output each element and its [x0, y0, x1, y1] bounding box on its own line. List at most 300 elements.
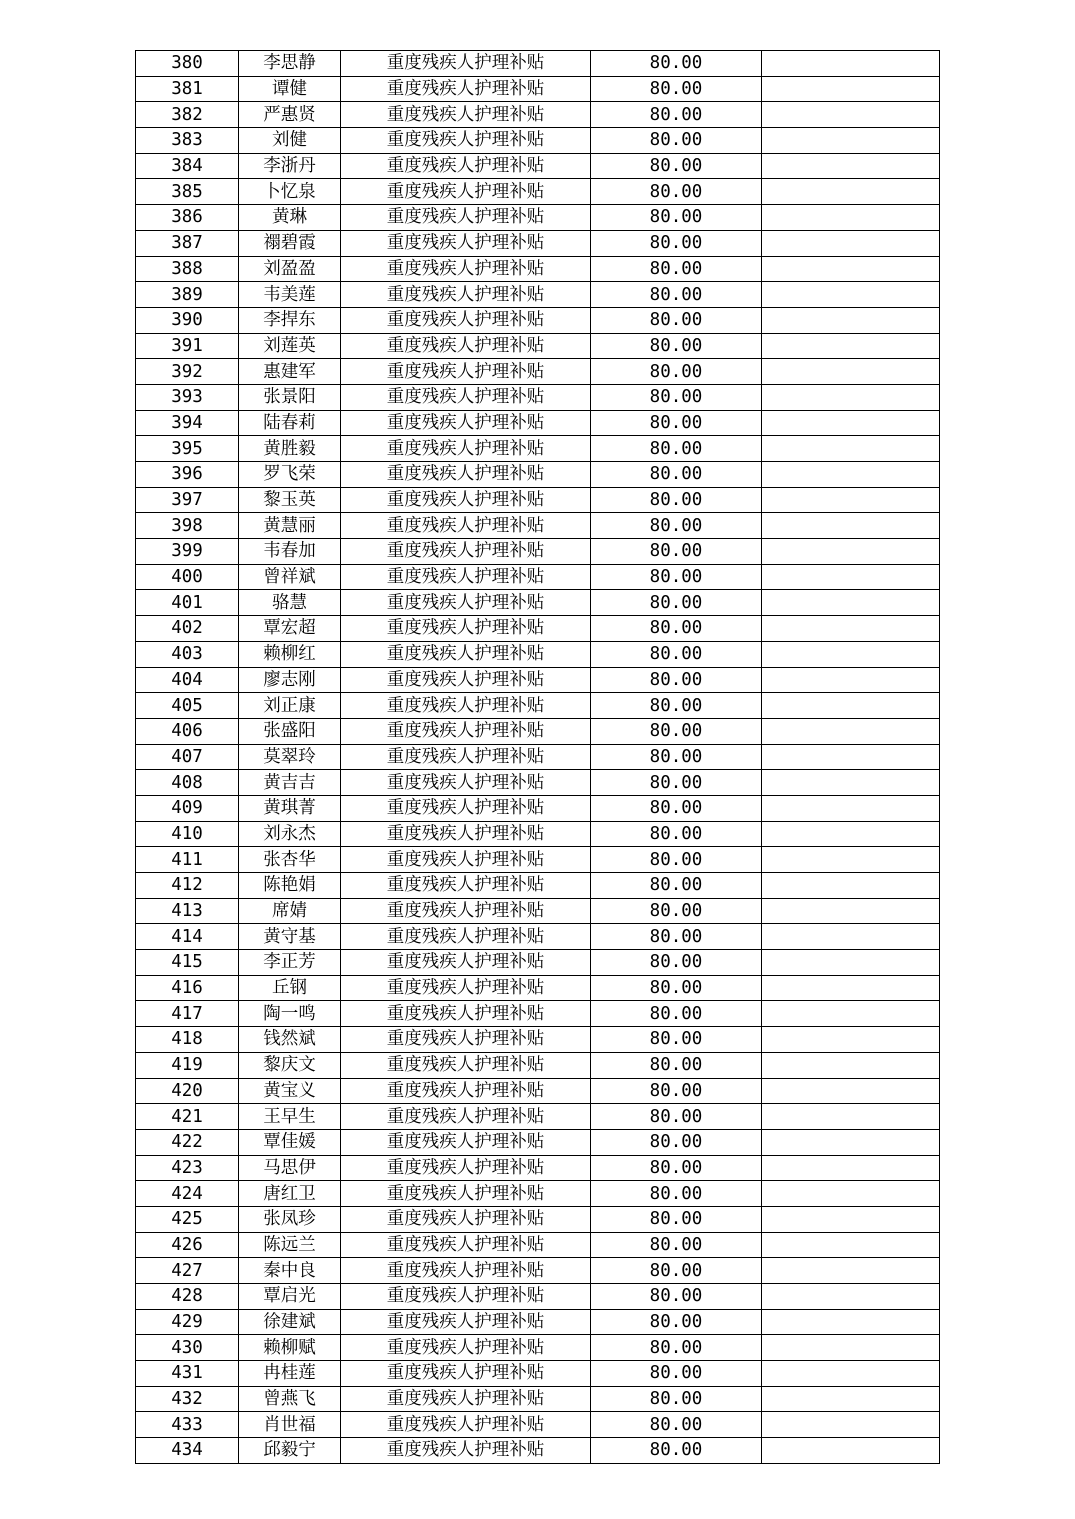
serial-number-cell: 411 [136, 847, 239, 873]
amount-cell: 80.00 [591, 76, 762, 102]
serial-number-cell: 398 [136, 513, 239, 539]
serial-number-cell: 406 [136, 718, 239, 744]
amount-cell: 80.00 [591, 1129, 762, 1155]
amount-cell: 80.00 [591, 924, 762, 950]
table-row [136, 487, 940, 513]
note-cell [762, 975, 940, 1001]
serial-number-cell: 410 [136, 821, 239, 847]
serial-number-cell: 390 [136, 307, 239, 333]
amount-cell: 80.00 [591, 1104, 762, 1130]
amount-cell: 80.00 [591, 179, 762, 205]
serial-number-cell: 403 [136, 641, 239, 667]
table-row [136, 1181, 940, 1207]
subsidy-type-cell: 重度残疾人护理补贴 [341, 1258, 591, 1284]
serial-number-cell: 425 [136, 1206, 239, 1232]
note-cell [762, 744, 940, 770]
name-cell: 丘钢 [239, 975, 341, 1001]
table-row [136, 1027, 940, 1053]
subsidy-type-cell: 重度残疾人护理补贴 [341, 924, 591, 950]
serial-number-cell: 412 [136, 873, 239, 899]
name-cell: 马思伊 [239, 1155, 341, 1181]
note-cell [762, 307, 940, 333]
amount-cell: 80.00 [591, 1232, 762, 1258]
name-cell: 黎玉英 [239, 487, 341, 513]
table-row [136, 667, 940, 693]
serial-number-cell: 386 [136, 205, 239, 231]
table-row [136, 744, 940, 770]
subsidy-type-cell: 重度残疾人护理补贴 [341, 333, 591, 359]
subsidy-type-cell: 重度残疾人护理补贴 [341, 256, 591, 282]
name-cell: 覃宏超 [239, 616, 341, 642]
name-cell: 罗飞荣 [239, 462, 341, 488]
note-cell [762, 1412, 940, 1438]
subsidy-type-cell: 重度残疾人护理补贴 [341, 179, 591, 205]
serial-number-cell: 394 [136, 410, 239, 436]
amount-cell: 80.00 [591, 1361, 762, 1387]
amount-cell: 80.00 [591, 230, 762, 256]
note-cell [762, 179, 940, 205]
subsidy-type-cell: 重度残疾人护理补贴 [341, 1335, 591, 1361]
name-cell: 禤碧霞 [239, 230, 341, 256]
name-cell: 卜忆泉 [239, 179, 341, 205]
table-row [136, 51, 940, 77]
table-row [136, 359, 940, 385]
amount-cell: 80.00 [591, 153, 762, 179]
name-cell: 刘永杰 [239, 821, 341, 847]
amount-cell: 80.00 [591, 1078, 762, 1104]
subsidy-type-cell: 重度残疾人护理补贴 [341, 898, 591, 924]
table-row [136, 1412, 940, 1438]
subsidy-type-cell: 重度残疾人护理补贴 [341, 641, 591, 667]
note-cell [762, 436, 940, 462]
amount-cell: 80.00 [591, 539, 762, 565]
table-row [136, 1258, 940, 1284]
amount-cell: 80.00 [591, 1206, 762, 1232]
name-cell: 赖柳红 [239, 641, 341, 667]
table-row [136, 821, 940, 847]
serial-number-cell: 396 [136, 462, 239, 488]
serial-number-cell: 382 [136, 102, 239, 128]
subsidy-type-cell: 重度残疾人护理补贴 [341, 230, 591, 256]
note-cell [762, 1206, 940, 1232]
name-cell: 邱毅宁 [239, 1438, 341, 1464]
amount-cell: 80.00 [591, 821, 762, 847]
table-row [136, 230, 940, 256]
name-cell: 李捍东 [239, 307, 341, 333]
table-row [136, 616, 940, 642]
note-cell [762, 102, 940, 128]
note-cell [762, 1361, 940, 1387]
serial-number-cell: 419 [136, 1052, 239, 1078]
note-cell [762, 847, 940, 873]
amount-cell: 80.00 [591, 564, 762, 590]
note-cell [762, 1284, 940, 1310]
subsidy-type-cell: 重度残疾人护理补贴 [341, 950, 591, 976]
subsidy-type-cell: 重度残疾人护理补贴 [341, 693, 591, 719]
serial-number-cell: 407 [136, 744, 239, 770]
subsidy-type-cell: 重度残疾人护理补贴 [341, 1386, 591, 1412]
subsidy-type-cell: 重度残疾人护理补贴 [341, 718, 591, 744]
amount-cell: 80.00 [591, 1027, 762, 1053]
note-cell [762, 153, 940, 179]
serial-number-cell: 416 [136, 975, 239, 1001]
serial-number-cell: 387 [136, 230, 239, 256]
serial-number-cell: 404 [136, 667, 239, 693]
note-cell [762, 230, 940, 256]
note-cell [762, 1181, 940, 1207]
subsidy-type-cell: 重度残疾人护理补贴 [341, 1284, 591, 1310]
table-row [136, 1104, 940, 1130]
serial-number-cell: 393 [136, 384, 239, 410]
serial-number-cell: 384 [136, 153, 239, 179]
subsidy-type-cell: 重度残疾人护理补贴 [341, 873, 591, 899]
note-cell [762, 487, 940, 513]
table-row [136, 76, 940, 102]
note-cell [762, 1078, 940, 1104]
table-row [136, 795, 940, 821]
amount-cell: 80.00 [591, 436, 762, 462]
name-cell: 徐建斌 [239, 1309, 341, 1335]
subsidy-type-cell: 重度残疾人护理补贴 [341, 282, 591, 308]
amount-cell: 80.00 [591, 1001, 762, 1027]
name-cell: 覃启光 [239, 1284, 341, 1310]
note-cell [762, 898, 940, 924]
amount-cell: 80.00 [591, 1258, 762, 1284]
name-cell: 李思静 [239, 51, 341, 77]
name-cell: 严惠贤 [239, 102, 341, 128]
table-row [136, 539, 940, 565]
subsidy-type-cell: 重度残疾人护理补贴 [341, 539, 591, 565]
name-cell: 陆春莉 [239, 410, 341, 436]
name-cell: 廖志刚 [239, 667, 341, 693]
table-row [136, 590, 940, 616]
serial-number-cell: 408 [136, 770, 239, 796]
amount-cell: 80.00 [591, 718, 762, 744]
serial-number-cell: 433 [136, 1412, 239, 1438]
note-cell [762, 667, 940, 693]
name-cell: 张杏华 [239, 847, 341, 873]
serial-number-cell: 402 [136, 616, 239, 642]
note-cell [762, 539, 940, 565]
subsidy-type-cell: 重度残疾人护理补贴 [341, 76, 591, 102]
name-cell: 刘盈盈 [239, 256, 341, 282]
table-row [136, 1335, 940, 1361]
subsidy-type-cell: 重度残疾人护理补贴 [341, 590, 591, 616]
amount-cell: 80.00 [591, 590, 762, 616]
serial-number-cell: 434 [136, 1438, 239, 1464]
table-row [136, 256, 940, 282]
subsidy-type-cell: 重度残疾人护理补贴 [341, 1438, 591, 1464]
serial-number-cell: 405 [136, 693, 239, 719]
subsidy-type-cell: 重度残疾人护理补贴 [341, 564, 591, 590]
note-cell [762, 384, 940, 410]
serial-number-cell: 413 [136, 898, 239, 924]
subsidy-type-cell: 重度残疾人护理补贴 [341, 975, 591, 1001]
name-cell: 黄琪菁 [239, 795, 341, 821]
serial-number-cell: 381 [136, 76, 239, 102]
amount-cell: 80.00 [591, 102, 762, 128]
subsidy-type-cell: 重度残疾人护理补贴 [341, 1181, 591, 1207]
subsidy-type-cell: 重度残疾人护理补贴 [341, 1412, 591, 1438]
subsidy-type-cell: 重度残疾人护理补贴 [341, 1206, 591, 1232]
note-cell [762, 205, 940, 231]
serial-number-cell: 430 [136, 1335, 239, 1361]
name-cell: 王早生 [239, 1104, 341, 1130]
serial-number-cell: 432 [136, 1386, 239, 1412]
note-cell [762, 1335, 940, 1361]
table-row [136, 1001, 940, 1027]
subsidy-type-cell: 重度残疾人护理补贴 [341, 384, 591, 410]
serial-number-cell: 423 [136, 1155, 239, 1181]
note-cell [762, 1104, 940, 1130]
subsidy-type-cell: 重度残疾人护理补贴 [341, 359, 591, 385]
subsidy-type-cell: 重度残疾人护理补贴 [341, 770, 591, 796]
subsidy-type-cell: 重度残疾人护理补贴 [341, 513, 591, 539]
name-cell: 唐红卫 [239, 1181, 341, 1207]
note-cell [762, 718, 940, 744]
name-cell: 惠建军 [239, 359, 341, 385]
table-row [136, 641, 940, 667]
table-row [136, 205, 940, 231]
amount-cell: 80.00 [591, 975, 762, 1001]
amount-cell: 80.00 [591, 616, 762, 642]
table-row [136, 436, 940, 462]
name-cell: 谭健 [239, 76, 341, 102]
table-row [136, 307, 940, 333]
subsidy-type-cell: 重度残疾人护理补贴 [341, 847, 591, 873]
table-row [136, 924, 940, 950]
amount-cell: 80.00 [591, 950, 762, 976]
amount-cell: 80.00 [591, 744, 762, 770]
note-cell [762, 564, 940, 590]
name-cell: 张盛阳 [239, 718, 341, 744]
subsidy-type-cell: 重度残疾人护理补贴 [341, 1361, 591, 1387]
note-cell [762, 51, 940, 77]
amount-cell: 80.00 [591, 641, 762, 667]
note-cell [762, 821, 940, 847]
serial-number-cell: 424 [136, 1181, 239, 1207]
serial-number-cell: 389 [136, 282, 239, 308]
note-cell [762, 873, 940, 899]
name-cell: 张凤珍 [239, 1206, 341, 1232]
amount-cell: 80.00 [591, 1155, 762, 1181]
table-row [136, 950, 940, 976]
name-cell: 曾祥斌 [239, 564, 341, 590]
name-cell: 韦美莲 [239, 282, 341, 308]
note-cell [762, 76, 940, 102]
name-cell: 秦中良 [239, 1258, 341, 1284]
table-row [136, 1155, 940, 1181]
serial-number-cell: 399 [136, 539, 239, 565]
subsidy-type-cell: 重度残疾人护理补贴 [341, 128, 591, 154]
note-cell [762, 590, 940, 616]
subsidy-type-cell: 重度残疾人护理补贴 [341, 1232, 591, 1258]
subsidy-type-cell: 重度残疾人护理补贴 [341, 205, 591, 231]
serial-number-cell: 414 [136, 924, 239, 950]
name-cell: 黄慧丽 [239, 513, 341, 539]
amount-cell: 80.00 [591, 1412, 762, 1438]
table-row [136, 1309, 940, 1335]
table-row [136, 1129, 940, 1155]
table-row [136, 384, 940, 410]
amount-cell: 80.00 [591, 205, 762, 231]
name-cell: 钱然斌 [239, 1027, 341, 1053]
name-cell: 黎庆文 [239, 1052, 341, 1078]
name-cell: 黄胜毅 [239, 436, 341, 462]
name-cell: 李正芳 [239, 950, 341, 976]
amount-cell: 80.00 [591, 256, 762, 282]
amount-cell: 80.00 [591, 128, 762, 154]
amount-cell: 80.00 [591, 307, 762, 333]
amount-cell: 80.00 [591, 873, 762, 899]
serial-number-cell: 383 [136, 128, 239, 154]
subsidy-type-cell: 重度残疾人护理补贴 [341, 410, 591, 436]
note-cell [762, 770, 940, 796]
serial-number-cell: 428 [136, 1284, 239, 1310]
name-cell: 肖世福 [239, 1412, 341, 1438]
name-cell: 李浙丹 [239, 153, 341, 179]
serial-number-cell: 380 [136, 51, 239, 77]
amount-cell: 80.00 [591, 513, 762, 539]
subsidy-type-cell: 重度残疾人护理补贴 [341, 1027, 591, 1053]
serial-number-cell: 417 [136, 1001, 239, 1027]
note-cell [762, 1155, 940, 1181]
serial-number-cell: 388 [136, 256, 239, 282]
serial-number-cell: 431 [136, 1361, 239, 1387]
table-row [136, 1438, 940, 1464]
amount-cell: 80.00 [591, 359, 762, 385]
table-row [136, 333, 940, 359]
table-row [136, 1232, 940, 1258]
table-row [136, 179, 940, 205]
subsidy-type-cell: 重度残疾人护理补贴 [341, 487, 591, 513]
serial-number-cell: 395 [136, 436, 239, 462]
serial-number-cell: 429 [136, 1309, 239, 1335]
note-cell [762, 282, 940, 308]
note-cell [762, 1438, 940, 1464]
name-cell: 黄吉吉 [239, 770, 341, 796]
note-cell [762, 950, 940, 976]
note-cell [762, 1052, 940, 1078]
subsidy-type-cell: 重度残疾人护理补贴 [341, 462, 591, 488]
table-row [136, 770, 940, 796]
note-cell [762, 1001, 940, 1027]
table-row [136, 1284, 940, 1310]
serial-number-cell: 418 [136, 1027, 239, 1053]
amount-cell: 80.00 [591, 1052, 762, 1078]
note-cell [762, 256, 940, 282]
subsidy-type-cell: 重度残疾人护理补贴 [341, 1129, 591, 1155]
subsidy-type-cell: 重度残疾人护理补贴 [341, 1155, 591, 1181]
note-cell [762, 410, 940, 436]
serial-number-cell: 426 [136, 1232, 239, 1258]
table-row [136, 462, 940, 488]
amount-cell: 80.00 [591, 1386, 762, 1412]
amount-cell: 80.00 [591, 1309, 762, 1335]
name-cell: 韦春加 [239, 539, 341, 565]
table-row [136, 975, 940, 1001]
name-cell: 陈艳娟 [239, 873, 341, 899]
subsidy-type-cell: 重度残疾人护理补贴 [341, 153, 591, 179]
subsidy-type-cell: 重度残疾人护理补贴 [341, 1309, 591, 1335]
serial-number-cell: 391 [136, 333, 239, 359]
subsidy-type-cell: 重度残疾人护理补贴 [341, 436, 591, 462]
table-row [136, 718, 940, 744]
name-cell: 骆慧 [239, 590, 341, 616]
table-row [136, 102, 940, 128]
name-cell: 刘健 [239, 128, 341, 154]
subsidy-type-cell: 重度残疾人护理补贴 [341, 744, 591, 770]
amount-cell: 80.00 [591, 795, 762, 821]
name-cell: 曾燕飞 [239, 1386, 341, 1412]
amount-cell: 80.00 [591, 770, 762, 796]
name-cell: 刘正康 [239, 693, 341, 719]
amount-cell: 80.00 [591, 51, 762, 77]
subsidy-type-cell: 重度残疾人护理补贴 [341, 1001, 591, 1027]
name-cell: 张景阳 [239, 384, 341, 410]
subsidy-type-cell: 重度残疾人护理补贴 [341, 1052, 591, 1078]
serial-number-cell: 397 [136, 487, 239, 513]
table-row [136, 1206, 940, 1232]
amount-cell: 80.00 [591, 410, 762, 436]
note-cell [762, 462, 940, 488]
serial-number-cell: 400 [136, 564, 239, 590]
note-cell [762, 1232, 940, 1258]
amount-cell: 80.00 [591, 1438, 762, 1464]
subsidy-table [135, 50, 940, 1464]
table-row [136, 693, 940, 719]
table-row [136, 847, 940, 873]
subsidy-type-cell: 重度残疾人护理补贴 [341, 667, 591, 693]
note-cell [762, 513, 940, 539]
subsidy-type-cell: 重度残疾人护理补贴 [341, 1104, 591, 1130]
serial-number-cell: 421 [136, 1104, 239, 1130]
amount-cell: 80.00 [591, 847, 762, 873]
amount-cell: 80.00 [591, 384, 762, 410]
name-cell: 陈远兰 [239, 1232, 341, 1258]
amount-cell: 80.00 [591, 667, 762, 693]
name-cell: 黄宝义 [239, 1078, 341, 1104]
amount-cell: 80.00 [591, 487, 762, 513]
subsidy-type-cell: 重度残疾人护理补贴 [341, 1078, 591, 1104]
name-cell: 席婧 [239, 898, 341, 924]
subsidy-type-cell: 重度残疾人护理补贴 [341, 795, 591, 821]
amount-cell: 80.00 [591, 898, 762, 924]
note-cell [762, 616, 940, 642]
amount-cell: 80.00 [591, 333, 762, 359]
amount-cell: 80.00 [591, 282, 762, 308]
serial-number-cell: 385 [136, 179, 239, 205]
subsidy-type-cell: 重度残疾人护理补贴 [341, 821, 591, 847]
table-row [136, 513, 940, 539]
name-cell: 刘莲英 [239, 333, 341, 359]
subsidy-type-cell: 重度残疾人护理补贴 [341, 307, 591, 333]
table-row [136, 1052, 940, 1078]
note-cell [762, 359, 940, 385]
name-cell: 黄守基 [239, 924, 341, 950]
table-row [136, 898, 940, 924]
note-cell [762, 1027, 940, 1053]
serial-number-cell: 401 [136, 590, 239, 616]
table-row [136, 282, 940, 308]
table-row [136, 564, 940, 590]
amount-cell: 80.00 [591, 1284, 762, 1310]
name-cell: 赖柳赋 [239, 1335, 341, 1361]
serial-number-cell: 427 [136, 1258, 239, 1284]
serial-number-cell: 422 [136, 1129, 239, 1155]
table-row [136, 1361, 940, 1387]
serial-number-cell: 415 [136, 950, 239, 976]
